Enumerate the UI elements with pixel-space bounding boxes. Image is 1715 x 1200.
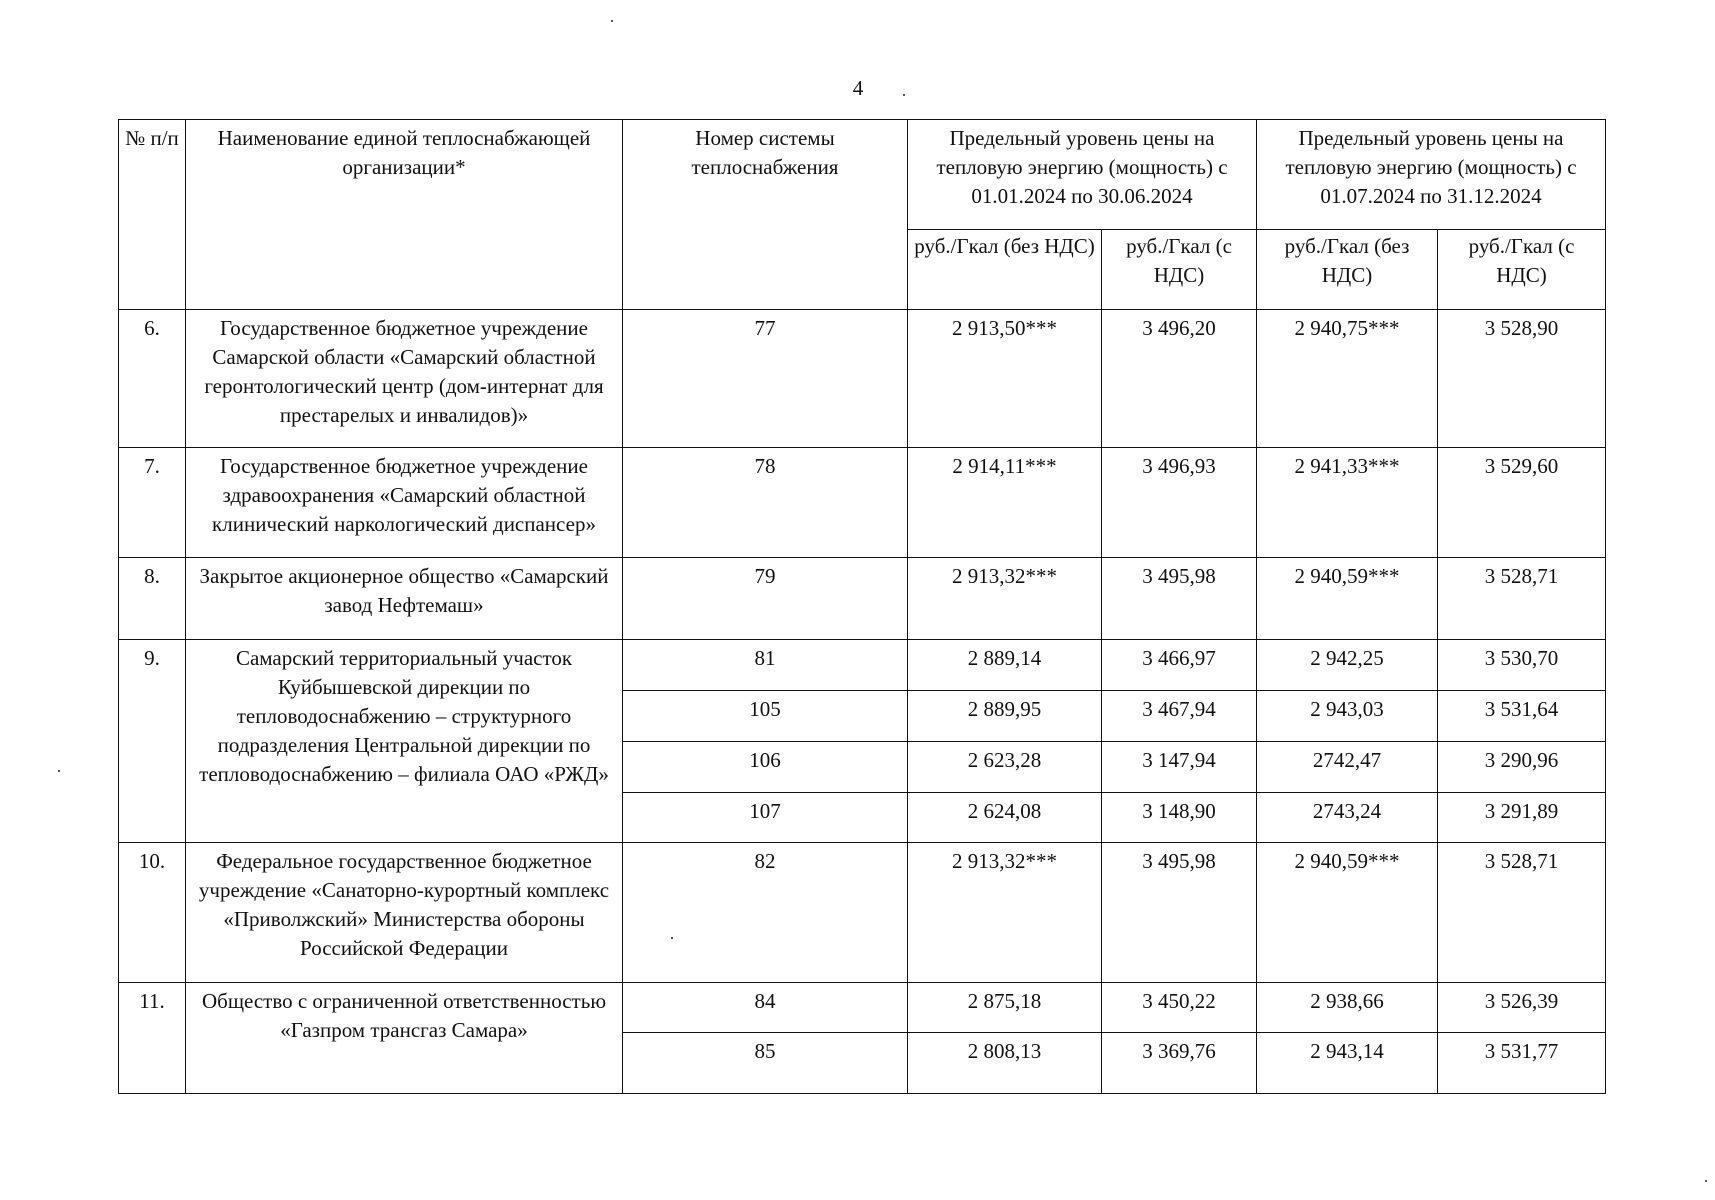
price-p2-no-vat: 2 943,14 (1257, 1033, 1438, 1094)
row-organization: Общество с ограниченной ответственностью «Газпром трансгаз Самара» (186, 983, 623, 1094)
system-number: 78 (623, 448, 908, 558)
price-p2-vat: 3 531,77 (1438, 1033, 1606, 1094)
row-index: 9. (119, 640, 186, 843)
price-p1-vat: 3 450,22 (1102, 983, 1257, 1033)
header-index: № п/п (119, 120, 186, 310)
price-p1-vat: 3 369,76 (1102, 1033, 1257, 1094)
price-p1-vat: 3 496,20 (1102, 310, 1257, 448)
row-index: 11. (119, 983, 186, 1094)
header-organization: Наименование единой теплоснабжающей организации* (186, 120, 623, 310)
header-period-2: Предельный уровень цены на тепловую энергию (мощность) с 01.07.2024 по 31.12.2024 (1257, 120, 1606, 230)
header-p1-no-vat: руб./Гкал (без НДС) (908, 230, 1102, 310)
header-period-1: Предельный уровень цены на тепловую энергию (мощность) с 01.01.2024 по 30.06.2024 (908, 120, 1257, 230)
price-p2-vat: 3 290,96 (1438, 742, 1606, 793)
page-number: 4 (852, 76, 864, 100)
price-p1-no-vat: 2 623,28 (908, 742, 1102, 793)
price-p1-no-vat: 2 624,08 (908, 793, 1102, 843)
row-organization: Самарский территориальный участок Куйбышевской дирекции по тепловодоснабжению – структурного подразделения Центральной дирекции по тепловодоснабжению – филиала ОАО «РЖД» (186, 640, 623, 843)
price-p2-vat: 3 528,71 (1438, 843, 1606, 983)
price-p1-vat: 3 147,94 (1102, 742, 1257, 793)
scan-speck (903, 94, 905, 96)
table-row (119, 843, 1606, 983)
price-p2-vat: 3 526,39 (1438, 983, 1606, 1033)
header-p1-vat: руб./Гкал (с НДС) (1102, 230, 1257, 310)
price-p2-no-vat: 2 938,66 (1257, 983, 1438, 1033)
table-row (119, 640, 1606, 691)
price-p2-no-vat: 2 940,59*** (1257, 843, 1438, 983)
price-p2-no-vat: 2742,47 (1257, 742, 1438, 793)
price-p2-no-vat: 2 941,33*** (1257, 448, 1438, 558)
price-p1-vat: 3 148,90 (1102, 793, 1257, 843)
row-index: 10. (119, 843, 186, 983)
header-row (119, 120, 1606, 230)
system-number: 79 (623, 558, 908, 640)
price-p1-vat: 3 466,97 (1102, 640, 1257, 691)
row-organization: Государственное бюджетное учреждение здравоохранения «Самарский областной клинический наркологический диспансер» (186, 448, 623, 558)
system-number: 105 (623, 691, 908, 742)
price-p2-vat: 3 531,64 (1438, 691, 1606, 742)
price-p2-no-vat: 2 940,75*** (1257, 310, 1438, 448)
table-row (119, 310, 1606, 448)
header-p2-vat: руб./Гкал (с НДС) (1438, 230, 1606, 310)
system-number: 107 (623, 793, 908, 843)
price-p1-no-vat: 2 889,95 (908, 691, 1102, 742)
row-index: 7. (119, 448, 186, 558)
price-p2-vat: 3 528,90 (1438, 310, 1606, 448)
system-number: 82 (623, 843, 908, 983)
price-p1-no-vat: 2 808,13 (908, 1033, 1102, 1094)
price-p2-no-vat: 2743,24 (1257, 793, 1438, 843)
price-p1-no-vat: 2 913,50*** (908, 310, 1102, 448)
price-p1-vat: 3 495,98 (1102, 558, 1257, 640)
table-row (119, 448, 1606, 558)
price-p2-no-vat: 2 943,03 (1257, 691, 1438, 742)
price-p1-no-vat: 2 875,18 (908, 983, 1102, 1033)
scan-speck (1705, 1180, 1707, 1182)
row-index: 6. (119, 310, 186, 448)
header-system-number: Номер системы теплоснабжения (623, 120, 908, 310)
table-row (119, 983, 1606, 1033)
system-number: 81 (623, 640, 908, 691)
price-p2-vat: 3 529,60 (1438, 448, 1606, 558)
price-p1-no-vat: 2 913,32*** (908, 558, 1102, 640)
scan-speck (58, 770, 60, 772)
table-row (119, 558, 1606, 640)
price-p2-vat: 3 291,89 (1438, 793, 1606, 843)
price-p2-no-vat: 2 940,59*** (1257, 558, 1438, 640)
row-organization: Государственное бюджетное учреждение Самарской области «Самарский областной геронтологический центр (дом-интернат для престарелых и инвалидов)» (186, 310, 623, 448)
row-organization: Закрытое акционерное общество «Самарский завод Нефтемаш» (186, 558, 623, 640)
system-number: 106 (623, 742, 908, 793)
system-number: 85 (623, 1033, 908, 1094)
price-p2-vat: 3 528,71 (1438, 558, 1606, 640)
system-number: 77 (623, 310, 908, 448)
header-p2-no-vat: руб./Гкал (без НДС) (1257, 230, 1438, 310)
price-p1-vat: 3 496,93 (1102, 448, 1257, 558)
price-p2-vat: 3 530,70 (1438, 640, 1606, 691)
price-p1-no-vat: 2 889,14 (908, 640, 1102, 691)
price-p1-vat: 3 495,98 (1102, 843, 1257, 983)
price-p1-vat: 3 467,94 (1102, 691, 1257, 742)
price-p1-no-vat: 2 914,11*** (908, 448, 1102, 558)
scan-speck (611, 20, 613, 22)
price-p1-no-vat: 2 913,32*** (908, 843, 1102, 983)
system-number: 84 (623, 983, 908, 1033)
tariff-table (118, 119, 1606, 1094)
price-p2-no-vat: 2 942,25 (1257, 640, 1438, 691)
row-index: 8. (119, 558, 186, 640)
row-organization: Федеральное государственное бюджетное учреждение «Санаторно-курортный комплекс «Приволжский» Министерства обороны Российской Федерации (186, 843, 623, 983)
